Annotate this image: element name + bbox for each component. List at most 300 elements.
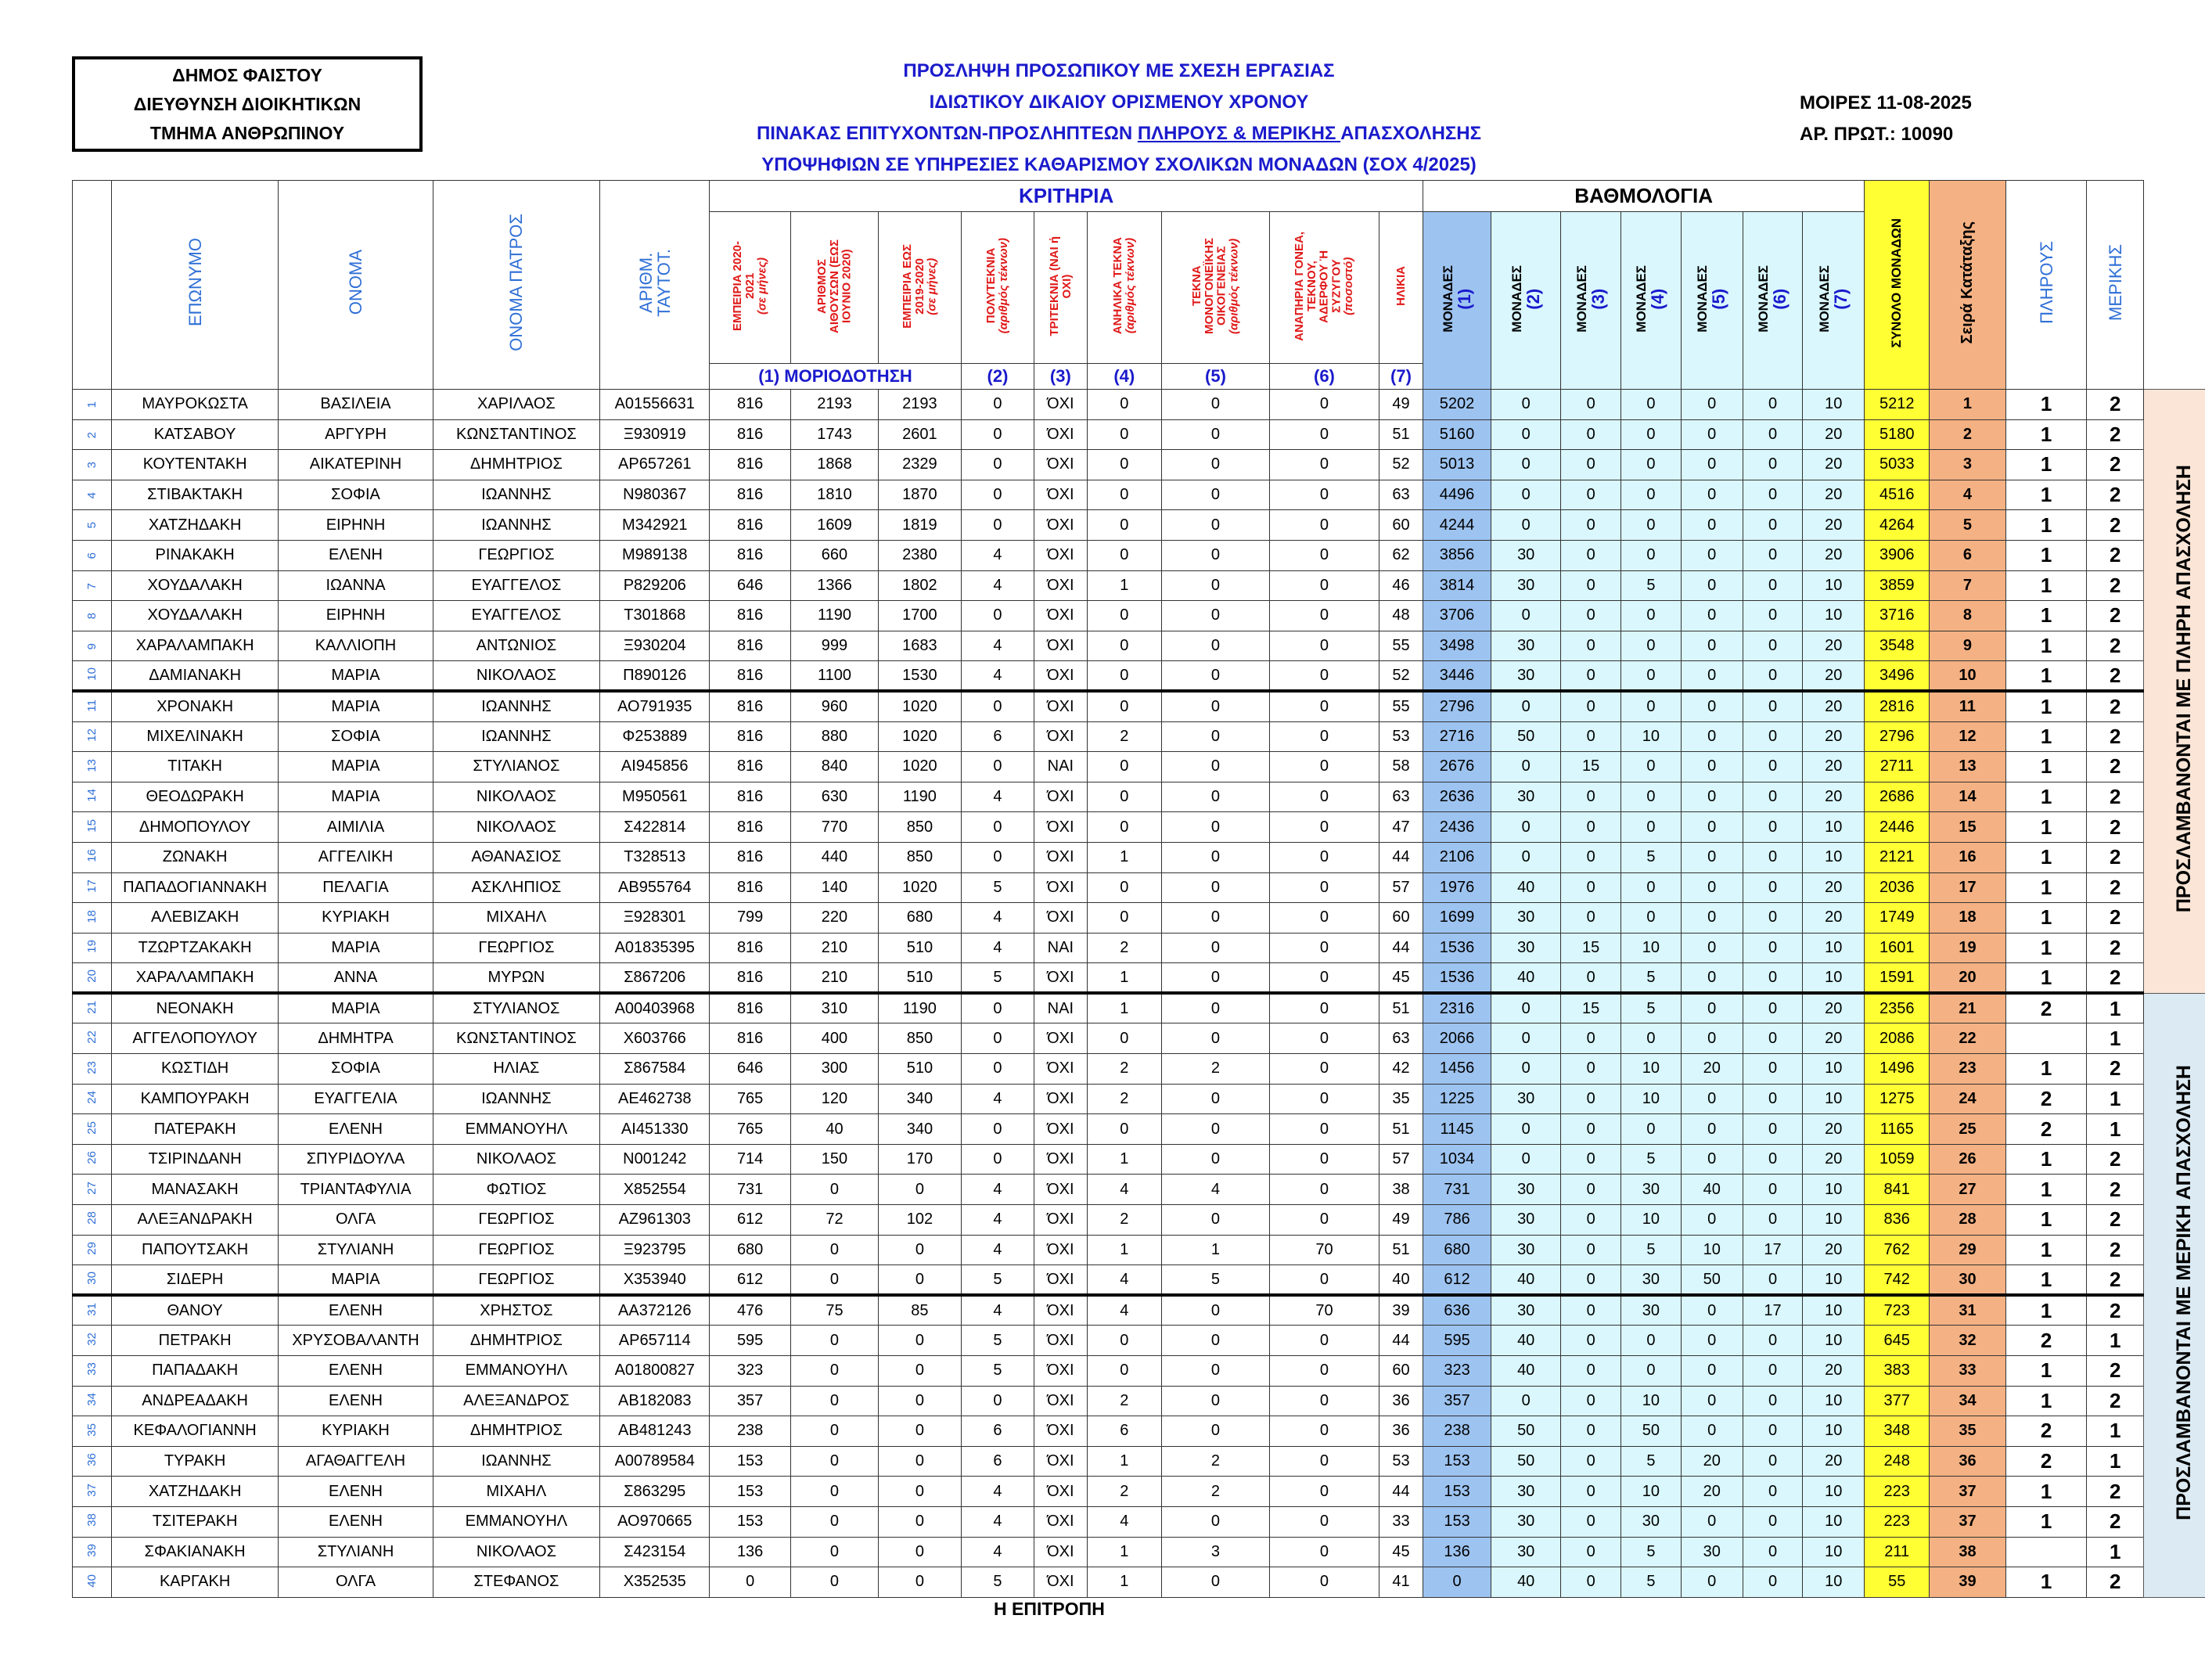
table-cell: ΜΑΡΙΑ: [279, 691, 433, 721]
table-row: [73, 1567, 2205, 1598]
table-cell: 0: [1743, 1386, 1803, 1416]
table-cell: 0: [1621, 601, 1682, 631]
table-row: [73, 1144, 2205, 1175]
subheader-3: (3): [1034, 364, 1087, 390]
table-cell: 50: [1621, 1416, 1682, 1447]
table-cell: ΕΛΕΝΗ: [279, 1477, 433, 1507]
table-cell: 636: [1423, 1295, 1491, 1326]
table-cell: ΔΗΜΗΤΡΙΟΣ: [433, 450, 600, 480]
table-cell: 4: [961, 933, 1034, 963]
table-cell: 0: [1561, 450, 1621, 480]
table-cell: 0: [1269, 661, 1379, 692]
table-cell: 14: [73, 782, 112, 812]
subheader-6: (6): [1269, 364, 1379, 390]
table-cell: Μ342921: [600, 510, 710, 541]
table-cell: 0: [1681, 1356, 1743, 1387]
table-cell: 1: [2005, 721, 2087, 752]
table-cell: 0: [1161, 390, 1269, 420]
table-cell: Χ352535: [600, 1567, 710, 1598]
table-cell: ΌΧΙ: [1034, 842, 1087, 872]
table-cell: 1: [2005, 1054, 2087, 1085]
table-cell: 2: [2005, 1326, 2087, 1356]
table-cell: 44: [1379, 1326, 1423, 1356]
table-cell: 0: [879, 1386, 962, 1416]
table-cell: 4: [961, 1084, 1034, 1114]
table-cell: 1: [2005, 963, 2087, 994]
agency-line-3: ΤΜΗΜΑ ΑΝΘΡΩΠΙΝΟΥ: [149, 122, 345, 143]
table-cell: 39: [1379, 1295, 1423, 1326]
table-cell: 0: [1269, 1265, 1379, 1296]
table-cell: 0: [1561, 1506, 1621, 1537]
table-cell: 645: [1865, 1326, 1930, 1356]
table-cell: 0: [1621, 812, 1682, 843]
table-cell: Σ867206: [600, 963, 710, 994]
table-cell: 1: [2005, 1386, 2087, 1416]
table-cell: 0: [1621, 1356, 1682, 1387]
table-cell: 0: [1561, 1326, 1621, 1356]
table-cell: 4: [961, 1537, 1034, 1567]
table-cell: 10: [1803, 570, 1865, 601]
table-cell: 30: [1491, 661, 1561, 692]
table-cell: 2: [2087, 1386, 2144, 1416]
table-cell: 1: [2005, 1567, 2087, 1598]
table-cell: ΑΙ945856: [600, 752, 710, 782]
table-cell: 0: [879, 1326, 962, 1356]
table-cell: 0: [1681, 419, 1743, 450]
header-units-7: ΜΟΝΑΔΕΣ (7): [1803, 212, 1865, 390]
table-cell: ΣΤΙΒΑΚΤΑΚΗ: [111, 480, 279, 510]
table-cell: ΑΓΓΕΛΟΠΟΥΛΟΥ: [111, 1023, 279, 1054]
table-cell: ΠΕΤΡΑΚΗ: [111, 1326, 279, 1356]
table-cell: 0: [1087, 903, 1161, 934]
table-row: [73, 419, 2205, 450]
table-cell: ΌΧΙ: [1034, 1114, 1087, 1145]
table-cell: 0: [1087, 1023, 1161, 1054]
table-cell: ΑΣΚΛΗΠΙΟΣ: [433, 872, 600, 903]
table-cell: 0: [1681, 721, 1743, 752]
document-date: ΜΟΙΡΕΣ 11-08-2025: [1800, 92, 1972, 113]
table-cell: 60: [1379, 1356, 1423, 1387]
table-cell: 20: [1803, 1023, 1865, 1054]
table-cell: Σ422814: [600, 812, 710, 843]
table-cell: ΚΕΦΑΛΟΓΙΑΝΝΗ: [111, 1416, 279, 1447]
table-cell: 816: [710, 450, 791, 480]
table-cell: 32: [73, 1326, 112, 1356]
header-criteria: ΚΡΙΤΗΡΙΑ: [710, 181, 1423, 212]
table-cell: 5: [1621, 1235, 1682, 1265]
table-cell: ΑΕ462738: [600, 1084, 710, 1114]
table-cell: 38: [1379, 1175, 1423, 1205]
table-cell: 0: [1743, 1205, 1803, 1236]
table-cell: 0: [1423, 1567, 1491, 1598]
table-cell: ΠΑΠΟΥΤΣΑΚΗ: [111, 1235, 279, 1265]
table-row: [73, 1416, 2205, 1447]
table-cell: Τ328513: [600, 842, 710, 872]
table-cell: 0: [879, 1235, 962, 1265]
table-cell: 70: [1269, 1295, 1379, 1326]
table-cell: 2: [2087, 540, 2144, 570]
table-cell: 102: [879, 1205, 962, 1236]
table-cell: 136: [1423, 1537, 1491, 1567]
table-cell: ΙΩΑΝΝΗΣ: [433, 480, 600, 510]
table-cell: 4: [961, 1205, 1034, 1236]
table-cell: 510: [879, 963, 962, 994]
table-cell: ΙΩΑΝΝΑ: [279, 570, 433, 601]
table-cell: 20: [1803, 1446, 1865, 1477]
table-cell: 0: [1087, 1356, 1161, 1387]
table-row: [73, 1023, 2205, 1054]
table-cell: 0: [1743, 1054, 1803, 1085]
table-cell: ΌΧΙ: [1034, 570, 1087, 601]
table-cell: 2380: [879, 540, 962, 570]
table-row: [73, 752, 2205, 782]
table-cell: Μ989138: [600, 540, 710, 570]
table-cell: 248: [1865, 1446, 1930, 1477]
table-cell: 2: [2087, 570, 2144, 601]
table-cell: 2796: [1423, 691, 1491, 721]
table-row: [73, 510, 2205, 541]
table-cell: ΤΣΙΡΙΝΔΑΝΗ: [111, 1144, 279, 1175]
table-cell: ΡΙΝΑΚΑΚΗ: [111, 540, 279, 570]
table-cell: 0: [1681, 1416, 1743, 1447]
table-cell: 0: [1269, 570, 1379, 601]
table-cell: 0: [961, 419, 1034, 450]
table-cell: 30: [73, 1265, 112, 1296]
table-cell: ΚΩΣΤΙΔΗ: [111, 1054, 279, 1085]
table-cell: 55: [1865, 1567, 1930, 1598]
table-cell: 2: [2087, 1567, 2144, 1598]
table-cell: 836: [1865, 1205, 1930, 1236]
table-cell: 300: [790, 1054, 878, 1085]
table-cell: 150: [790, 1144, 878, 1175]
table-cell: ΑΝΔΡΕΑΔΑΚΗ: [111, 1386, 279, 1416]
table-cell: 38: [73, 1506, 112, 1537]
table-cell: ΚΩΝΣΤΑΝΤΙΝΟΣ: [433, 1023, 600, 1054]
table-cell: 1: [2005, 480, 2087, 510]
table-cell: 0: [1161, 661, 1269, 692]
table-cell: 1: [1087, 963, 1161, 994]
table-cell: 33: [1930, 1356, 2006, 1387]
table-cell: 0: [1161, 872, 1269, 903]
table-cell: [2005, 1023, 2087, 1054]
table-cell: ΠΑΤΕΡΑΚΗ: [111, 1114, 279, 1145]
table-cell: 20: [1803, 480, 1865, 510]
table-cell: ΧΡΥΣΟΒΑΛΑΝΤΗ: [279, 1326, 433, 1356]
table-cell: ΑΒ955764: [600, 872, 710, 903]
table-cell: 17: [1743, 1235, 1803, 1265]
table-cell: 0: [1087, 752, 1161, 782]
table-cell: 0: [1681, 661, 1743, 692]
table-cell: 630: [790, 782, 878, 812]
table-cell: 2: [1161, 1446, 1269, 1477]
table-cell: 44: [1379, 842, 1423, 872]
table-cell: ΚΩΝΣΤΑΝΤΙΝΟΣ: [433, 419, 600, 450]
table-cell: 210: [790, 933, 878, 963]
table-cell: 0: [1561, 1114, 1621, 1145]
table-cell: 762: [1865, 1235, 1930, 1265]
table-cell: 40: [1491, 1356, 1561, 1387]
table-cell: 0: [1491, 1114, 1561, 1145]
table-cell: 816: [710, 691, 791, 721]
table-cell: 0: [1621, 1326, 1682, 1356]
table-cell: 400: [790, 1023, 878, 1054]
table-cell: 10: [1803, 1537, 1865, 1567]
table-row: [73, 601, 2205, 631]
table-cell: 36: [1379, 1386, 1423, 1416]
table-cell: 1: [1087, 1537, 1161, 1567]
table-cell: 39: [73, 1537, 112, 1567]
table-cell: Σ863295: [600, 1477, 710, 1507]
table-cell: 0: [1681, 963, 1743, 994]
table-cell: 3814: [1423, 570, 1491, 601]
table-cell: 786: [1423, 1205, 1491, 1236]
table-cell: 0: [1743, 812, 1803, 843]
table-cell: 0: [961, 752, 1034, 782]
table-cell: 4: [961, 1175, 1034, 1205]
table-cell: ΜΑΥΡΟΚΩΣΤΑ: [111, 390, 279, 420]
table-cell: 1743: [790, 419, 878, 450]
table-cell: 2086: [1865, 1023, 1930, 1054]
table-cell: 0: [1681, 570, 1743, 601]
table-cell: 0: [1561, 903, 1621, 934]
title-line-1: ΠΡΟΣΛΗΨΗ ΠΡΟΣΩΠΙΚΟΥ ΜΕ ΣΧΕΣΗ ΕΡΓΑΣΙΑΣ: [903, 60, 1335, 81]
table-cell: 6: [961, 1446, 1034, 1477]
table-cell: 10: [1681, 1235, 1743, 1265]
table-cell: ΧΑΤΖΗΔΑΚΗ: [111, 510, 279, 541]
table-cell: 10: [1803, 1205, 1865, 1236]
table-cell: 40: [790, 1114, 878, 1145]
table-cell: 0: [879, 1506, 962, 1537]
table-cell: ΑΝΤΩΝΙΟΣ: [433, 631, 600, 661]
table-cell: 1591: [1865, 963, 1930, 994]
table-cell: 30: [1491, 1506, 1561, 1537]
table-cell: 0: [1743, 691, 1803, 721]
table-cell: 0: [790, 1537, 878, 1567]
table-cell: ΧΑΤΖΗΔΑΚΗ: [111, 1477, 279, 1507]
table-cell: ΓΕΩΡΓΙΟΣ: [433, 1205, 600, 1236]
table-cell: 323: [1423, 1356, 1491, 1387]
table-cell: 383: [1865, 1356, 1930, 1387]
table-cell: 50: [1681, 1265, 1743, 1296]
table-cell: 0: [879, 1356, 962, 1387]
table-cell: 0: [1561, 963, 1621, 994]
table-cell: 40: [73, 1567, 112, 1598]
table-cell: 20: [1803, 1144, 1865, 1175]
table-cell: 42: [1379, 1054, 1423, 1085]
table-cell: 0: [879, 1567, 962, 1598]
table-cell: ΘΕΟΔΩΡΑΚΗ: [111, 782, 279, 812]
table-cell: 0: [1681, 1386, 1743, 1416]
table-cell: ΌΧΙ: [1034, 661, 1087, 692]
table-cell: 5: [961, 872, 1034, 903]
table-cell: 0: [1743, 872, 1803, 903]
table-cell: 28: [1930, 1205, 2006, 1236]
table-cell: 0: [1561, 510, 1621, 541]
table-cell: ΣΤΥΛΙΑΝΗ: [279, 1537, 433, 1567]
subheader-4: (4): [1087, 364, 1161, 390]
table-cell: 0: [1491, 1023, 1561, 1054]
table-cell: 2: [1087, 1084, 1161, 1114]
table-cell: 770: [790, 812, 878, 843]
table-cell: 1456: [1423, 1054, 1491, 1085]
table-cell: ΜΥΡΩΝ: [433, 963, 600, 994]
table-cell: 0: [1269, 691, 1379, 721]
table-cell: ΚΑΤΣΑΒΟΥ: [111, 419, 279, 450]
table-cell: 0: [1087, 601, 1161, 631]
table-cell: 15: [1930, 812, 2006, 843]
table-cell: 37: [1930, 1477, 2006, 1507]
table-cell: 0: [1491, 450, 1561, 480]
table-row: [73, 480, 2205, 510]
table-cell: 0: [1561, 570, 1621, 601]
table-cell: 20: [1803, 419, 1865, 450]
table-cell: 0: [1561, 1205, 1621, 1236]
table-cell: 1700: [879, 601, 962, 631]
table-cell: 63: [1379, 1023, 1423, 1054]
table-cell: ΜΑΝΑΣΑΚΗ: [111, 1175, 279, 1205]
table-cell: 24: [73, 1084, 112, 1114]
table-cell: 595: [1423, 1326, 1491, 1356]
table-cell: 816: [710, 661, 791, 692]
table-cell: 2: [2087, 390, 2144, 420]
table-cell: ΧΑΡΙΛΑΟΣ: [433, 390, 600, 420]
table-cell: ΕΛΕΝΗ: [279, 1506, 433, 1537]
table-cell: 30: [1491, 1205, 1561, 1236]
table-cell: 612: [710, 1265, 791, 1296]
table-cell: 0: [1269, 1054, 1379, 1085]
table-cell: ΑΙΜΙΛΙΑ: [279, 812, 433, 843]
table-cell: 26: [73, 1144, 112, 1175]
table-cell: 10: [1803, 1054, 1865, 1085]
table-cell: 816: [710, 510, 791, 541]
table-cell: 70: [1269, 1235, 1379, 1265]
table-cell: 0: [1161, 1023, 1269, 1054]
table-cell: 0: [961, 842, 1034, 872]
table-cell: 5: [1621, 993, 1682, 1023]
title-line-3c: ΑΠΑΣΧΟΛΗΣΗΣ: [1340, 123, 1482, 144]
table-cell: 2: [2087, 691, 2144, 721]
header-units-5: ΜΟΝΑΔΕΣ (5): [1681, 212, 1743, 390]
table-cell: 0: [1681, 510, 1743, 541]
header-units-4: ΜΟΝΑΔΕΣ (4): [1621, 212, 1682, 390]
table-cell: 4: [961, 1235, 1034, 1265]
table-cell: 1: [1930, 390, 2006, 420]
table-cell: 3716: [1865, 601, 1930, 631]
table-cell: 0: [1621, 782, 1682, 812]
table-cell: 30: [1491, 933, 1561, 963]
table-cell: 0: [1161, 570, 1269, 601]
header-polyteknia: ΠΟΛΥΤΕΚΝΙΑ (αριθμός τέκνων): [961, 212, 1034, 364]
header-rank: Σειρά Κατάταξης: [1930, 181, 2006, 390]
document-title: [548, 56, 1690, 182]
table-cell: ΌΧΙ: [1034, 1326, 1087, 1356]
table-cell: Χ852554: [600, 1175, 710, 1205]
table-cell: 30: [1491, 903, 1561, 934]
table-cell: 34: [1930, 1386, 2006, 1416]
table-cell: 4516: [1865, 480, 1930, 510]
table-cell: ΑΝΝΑ: [279, 963, 433, 994]
table-cell: 153: [1423, 1477, 1491, 1507]
table-cell: 11: [73, 691, 112, 721]
table-cell: ΔΗΜΗΤΡΑ: [279, 1023, 433, 1054]
table-cell: 25: [73, 1114, 112, 1145]
table-cell: 0: [1561, 872, 1621, 903]
table-cell: 29: [73, 1235, 112, 1265]
table-cell: 1: [1087, 842, 1161, 872]
table-cell: 51: [1379, 1235, 1423, 1265]
table-cell: 3: [1930, 450, 2006, 480]
table-cell: ΌΧΙ: [1034, 1506, 1087, 1537]
table-cell: 960: [790, 691, 878, 721]
table-cell: 1: [2087, 1326, 2144, 1356]
table-cell: 731: [1423, 1175, 1491, 1205]
table-cell: 0: [790, 1235, 878, 1265]
table-cell: 2066: [1423, 1023, 1491, 1054]
table-cell: 3548: [1865, 631, 1930, 661]
table-cell: ΑΛΕΒΙΖΑΚΗ: [111, 903, 279, 934]
table-cell: 0: [1561, 842, 1621, 872]
table-cell: ΧΑΡΑΛΑΜΠΑΚΗ: [111, 631, 279, 661]
table-cell: 0: [1491, 1054, 1561, 1085]
table-cell: 0: [1743, 1084, 1803, 1114]
table-cell: 816: [710, 933, 791, 963]
table-cell: 1: [1087, 1446, 1161, 1477]
table-row: [73, 1205, 2205, 1236]
table-cell: 20: [1681, 1446, 1743, 1477]
table-cell: ΌΧΙ: [1034, 631, 1087, 661]
table-cell: 799: [710, 903, 791, 934]
table-cell: 15: [1561, 993, 1621, 1023]
table-cell: 1683: [879, 631, 962, 661]
table-cell: 20: [1803, 691, 1865, 721]
table-cell: ΔΗΜΗΤΡΙΟΣ: [433, 1416, 600, 1447]
table-cell: ΑΟ970665: [600, 1506, 710, 1537]
table-cell: 20: [1803, 510, 1865, 541]
table-cell: 0: [879, 1175, 962, 1205]
table-cell: 816: [710, 419, 791, 450]
table-cell: 136: [710, 1537, 791, 1567]
table-cell: ΝΙΚΟΛΑΟΣ: [433, 1144, 600, 1175]
table-cell: 210: [790, 963, 878, 994]
table-cell: ΌΧΙ: [1034, 1356, 1087, 1387]
table-cell: ΤΣΙΤΕΡΑΚΗ: [111, 1506, 279, 1537]
table-cell: 5180: [1865, 419, 1930, 450]
table-cell: ΚΥΡΙΑΚΗ: [279, 1416, 433, 1447]
table-cell: 0: [1561, 721, 1621, 752]
table-cell: 18: [73, 903, 112, 934]
table-cell: 0: [1161, 752, 1269, 782]
header-units-6: ΜΟΝΑΔΕΣ (6): [1743, 212, 1803, 390]
table-cell: 1976: [1423, 872, 1491, 903]
table-cell: 0: [1621, 390, 1682, 420]
table-cell: 0: [1161, 812, 1269, 843]
table-cell: Τ301868: [600, 601, 710, 631]
table-cell: 35: [73, 1416, 112, 1447]
table-cell: 850: [879, 1023, 962, 1054]
table-cell: 3856: [1423, 540, 1491, 570]
table-cell: ΚΑΛΛΙΟΠΗ: [279, 631, 433, 661]
table-cell: 22: [1930, 1023, 2006, 1054]
header-id-number: ΑΡΙΘΜ. ΤΑΥΤΟΤ.: [600, 181, 710, 390]
table-cell: 0: [1269, 721, 1379, 752]
table-cell: 0: [1743, 390, 1803, 420]
table-cell: 20: [1803, 1235, 1865, 1265]
table-cell: 0: [790, 1416, 878, 1447]
table-cell: 1: [2005, 1295, 2087, 1326]
table-cell: 0: [1681, 1144, 1743, 1175]
table-cell: 0: [1561, 812, 1621, 843]
table-cell: 2121: [1865, 842, 1930, 872]
